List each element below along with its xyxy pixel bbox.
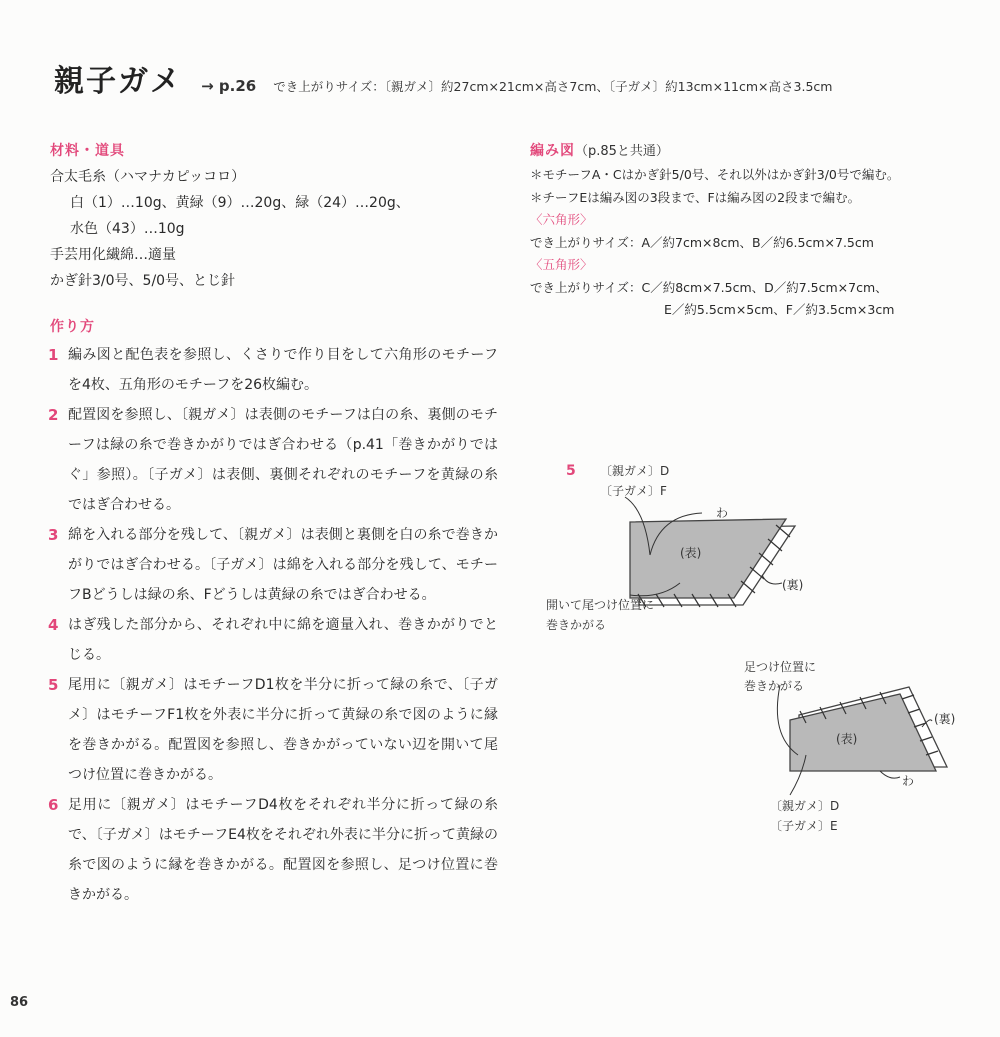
leg-front-label: (表) [836, 732, 858, 746]
step-number: 4 [48, 616, 59, 634]
finished-size-line: でき上がりサイズ：〔親ガメ〕約27cm×21cm×高さ7cm、〔子ガメ〕約13cm×11cm×高さ3.5cm [273, 79, 833, 94]
chart-heading-label: 編み図 [530, 143, 575, 159]
step-text: 綿を入れる部分を残して、〔親ガメ〕は表側と裏側を白の糸で巻きかがりではぎ合わせる。〔子ガメ〕は綿を入れる部分を残して、モチーフBどうしは緑の糸、Fどうしは黄緑の糸ではぎ合わせる。 [68, 527, 498, 603]
leg-caption-line1: 足つけ位置に [744, 660, 817, 674]
step-number: 2 [48, 406, 59, 424]
materials-list [50, 164, 490, 294]
leg-back-label: (裏) [934, 712, 956, 726]
page-reference: → p.26 [201, 77, 257, 95]
step-number: 3 [48, 526, 59, 544]
tail-caption-line1: 開いて尾つけ位置に [546, 598, 655, 612]
chart-note: ＊チーフEは編み図の3段まで、Fは編み図の2段まで編む。 [530, 189, 861, 205]
chart-note: ＊モチーフA・Cはかぎ針5/0号、それ以外はかぎ針3/0号で編む。 [530, 167, 900, 182]
page-title: 親子ガメ [54, 64, 182, 99]
step-text: 配置図を参照し、〔親ガメ〕は表側のモチーフは白の糸、裏側のモチーフは緑の糸で巻きかがりではぎ合わせる（p.41「巻きかがりではぐ」参照）。〔子ガメ〕は表側、裏側それぞれのモチーフを黄緑の糸ではぎ合わせる。 [68, 407, 498, 513]
hexagon-size: でき上がりサイズ：A／約7cm×8cm、B／約6.5cm×7.5cm [530, 234, 874, 250]
materials-line: 合太毛糸（ハマナカピッコロ） [50, 169, 246, 185]
hexagon-label: 〈六角形〉 [530, 212, 593, 227]
pentagon-label: 〈五角形〉 [530, 257, 593, 272]
materials-line: 水色（43）…10g [70, 221, 185, 237]
page-number: 86 [10, 995, 29, 1010]
step-item [48, 400, 498, 520]
tail-caption-line2: 巻きかがる [546, 618, 607, 632]
tail-label-child: 〔子ガメ〕F [600, 484, 667, 498]
step-item [48, 610, 498, 670]
step-item [48, 790, 498, 910]
steps-list [48, 340, 498, 910]
leg-label-parent: 〔親ガメ〕D [770, 799, 840, 813]
step-text: 編み図と配色表を参照し、くさりで作り目をして六角形のモチーフを4枚、五角形のモチーフを26枚編む。 [68, 347, 498, 393]
materials-line: 手芸用化繊綿…適量 [50, 247, 176, 263]
leg-fold-label: わ [902, 774, 915, 788]
step-text: 足用に〔親ガメ〕はモチーフD4枚をそれぞれ半分に折って緑の糸で、〔子ガメ〕はモチーフE4枚をそれぞれ外表に半分に折って黄緑の糸で図のように縁を巻きかがる。配置図を参照し、足つけ位置に巻きかがる。 [68, 797, 498, 903]
step-item [48, 670, 498, 790]
method-heading: 作り方 [50, 319, 95, 335]
tail-label-parent: 〔親ガメ〕D [600, 464, 670, 478]
tail-back-label: (裏) [782, 578, 804, 592]
folding-diagram [530, 455, 990, 855]
tail-fold-label: わ [716, 506, 729, 520]
step-text: 尾用に〔親ガメ〕はモチーフD1枚を半分に折って緑の糸で、〔子ガメ〕はモチーフF1枚を外表に半分に折って黄緑の糸で図のように縁を巻きかがる。配置図を参照し、巻きかがっていない辺を開いて尾つけ位置に巻きかがる。 [68, 677, 498, 783]
title-row [54, 56, 832, 100]
chart-heading [530, 140, 669, 160]
leg-caption-line2: 巻きかがる [744, 679, 805, 693]
step-text: はぎ残した部分から、それぞれ中に綿を適量入れ、巻きかがりでとじる。 [68, 617, 498, 663]
step-number: 5 [48, 676, 59, 694]
leg-label-child: 〔子ガメ〕E [770, 819, 838, 833]
materials-line: かぎ針3/0号、5/0号、とじ針 [50, 273, 236, 289]
step-item [48, 520, 498, 610]
materials-heading: 材料・道具 [50, 143, 125, 159]
step-number: 6 [48, 796, 59, 814]
diagram-step-number: 5 [566, 463, 576, 479]
pentagon-size: でき上がりサイズ：C／約8cm×7.5cm、D／約7.5cm×7cm、 [530, 279, 888, 295]
step-item [48, 340, 498, 400]
step-number: 1 [48, 346, 59, 364]
tail-front-label: (表) [680, 546, 702, 560]
chart-heading-note: （p.85と共通） [575, 144, 669, 159]
materials-line: 白（1）…10g、黄緑（9）…20g、緑（24）…20g、 [70, 195, 410, 211]
pentagon-size-cont: E／約5.5cm×5cm、F／約3.5cm×3cm [664, 302, 895, 317]
chart-notes [530, 164, 990, 322]
